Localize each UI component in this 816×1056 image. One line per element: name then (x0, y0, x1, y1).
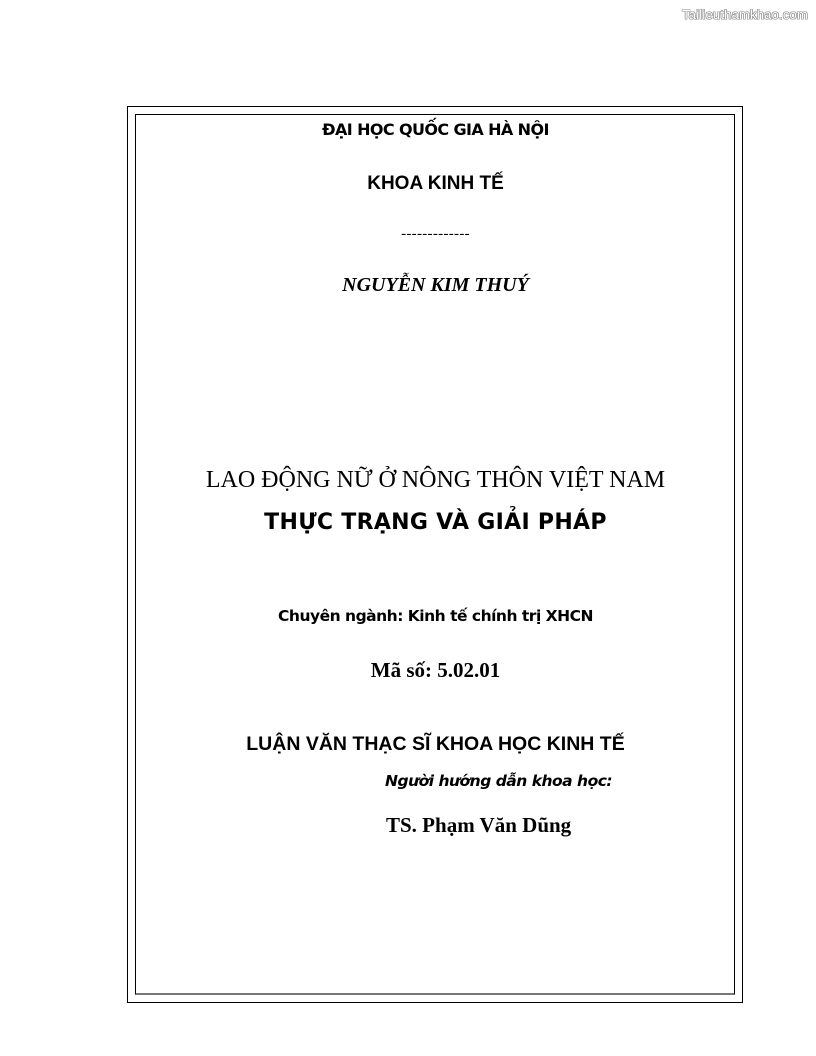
major-field: Chuyên ngành: Kinh tế chính trị XHCN (278, 607, 593, 625)
inner-page-border (135, 114, 735, 995)
separator-dashes: ------------- (401, 226, 470, 242)
degree-type: LUẬN VĂN THẠC SĨ KHOA HỌC KINH TẾ (246, 733, 625, 755)
advisor-name: TS. Phạm Văn Dũng (386, 813, 572, 837)
thesis-title-line2: THỰC TRẠNG VÀ GIẢI PHÁP (264, 510, 607, 535)
university-name: ĐẠI HỌC QUỐC GIA HÀ NỘI (322, 120, 549, 139)
thesis-title-line1: LAO ĐỘNG NỮ Ở NÔNG THÔN VIỆT NAM (205, 467, 666, 493)
major-code: Mã số: 5.02.01 (370, 658, 501, 682)
author-name: NGUYỄN KIM THUÝ (342, 274, 529, 296)
watermark-text: Tailieuthamkhao.com (682, 7, 808, 22)
advisor-label: Người hướng dẫn khoa học: (385, 772, 613, 790)
faculty-name: KHOA KINH TẾ (367, 173, 504, 194)
